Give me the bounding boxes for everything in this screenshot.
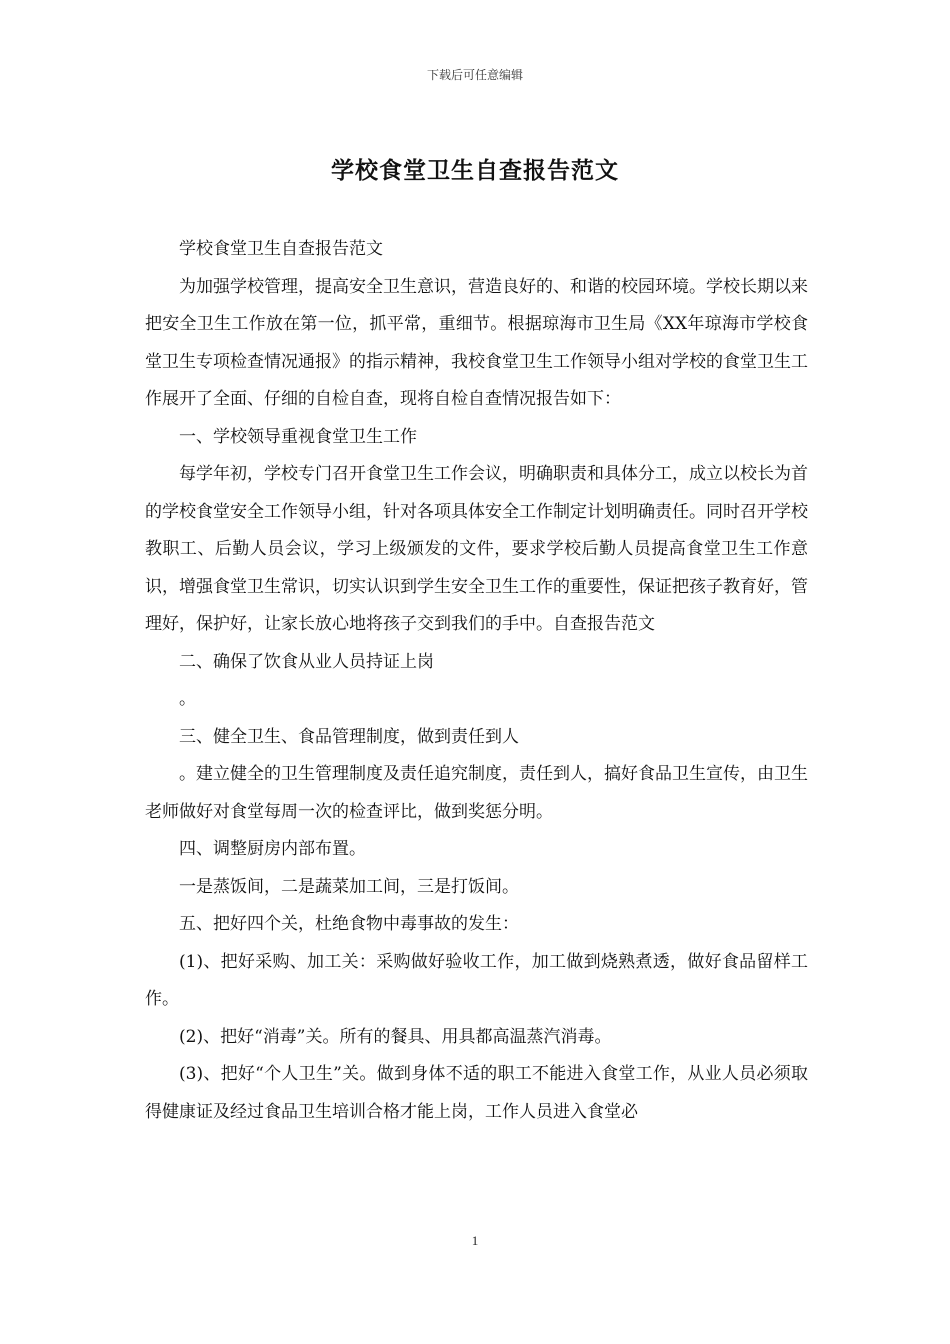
section-heading-1: 一、学校领导重视食堂卫生工作 (179, 426, 417, 447)
paragraph-section-1: 每学年初，学校专门召开食堂卫生工作会议，明确职责和具体分工，成立以校长为首的学校食堂安全工作领导小组，针对各项具体安全工作制定计划明确责任。同时召开学校教职工、后勤人员会议，学习上级颁发的文件，要求学校后勤人员提高食堂卫生工作意识，增强食堂卫生常识，切实认识到学生安全卫生工作的重要性，保证把孩子教育好，管理好，保护好，让家长放心地将孩子交到我们的手中。自查报告范文 (145, 464, 808, 634)
section-heading-2: 二、确保了饮食从业人员持证上岗 (179, 651, 434, 672)
header-note: 下载后可任意编辑 (426, 68, 523, 82)
document-body (145, 231, 808, 1131)
paragraph-section-3: 。建立健全的卫生管理制度及责任追究制度，责任到人，搞好食品卫生宣传，由卫生老师做好对食堂每周一次的检查评比，做到奖惩分明。 (145, 764, 808, 822)
paragraph-subtitle: 学校食堂卫生自查报告范文 (179, 239, 383, 259)
section-heading-4: 四、调整厨房内部布置。 (179, 839, 366, 859)
paragraph-section-4: 一是蒸饭间，二是蔬菜加工间，三是打饭间。 (179, 876, 519, 897)
list-item-2: (2)、把好“消毒”关。所有的餐具、用具都高温蒸汽消毒。 (179, 1026, 612, 1047)
paragraph-section-2: 。 (179, 689, 196, 709)
section-heading-5: 五、把好四个关，杜绝食物中毒事故的发生： (179, 914, 519, 934)
paragraph-intro: 为加强学校管理，提高安全卫生意识，营造良好的、和谐的校园环境。学校长期以来把安全卫生工作放在第一位，抓平常，重细节。根据琼海市卫生局《XX年琼海市学校食堂卫生专项检查情况通报》的指示精神，我校食堂卫生工作领导小组对学校的食堂卫生工作展开了全面、仔细的自检自查，现将自检自查情况报告如下： (145, 276, 808, 409)
list-item-1: (1)、把好采购、加工关：采购做好验收工作，加工做到烧熟煮透，做好食品留样工作。 (145, 951, 808, 1009)
page-number: 1 (471, 1233, 479, 1248)
document-title: 学校食堂卫生自查报告范文 (331, 157, 619, 184)
list-item-3: (3)、把好“个人卫生”关。做到身体不适的职工不能进入食堂工作，从业人员必须取得健康证及经过食品卫生培训合格才能上岗，工作人员进入食堂必 (145, 1064, 808, 1122)
section-heading-3: 三、健全卫生、食品管理制度，做到责任到人 (179, 726, 519, 747)
